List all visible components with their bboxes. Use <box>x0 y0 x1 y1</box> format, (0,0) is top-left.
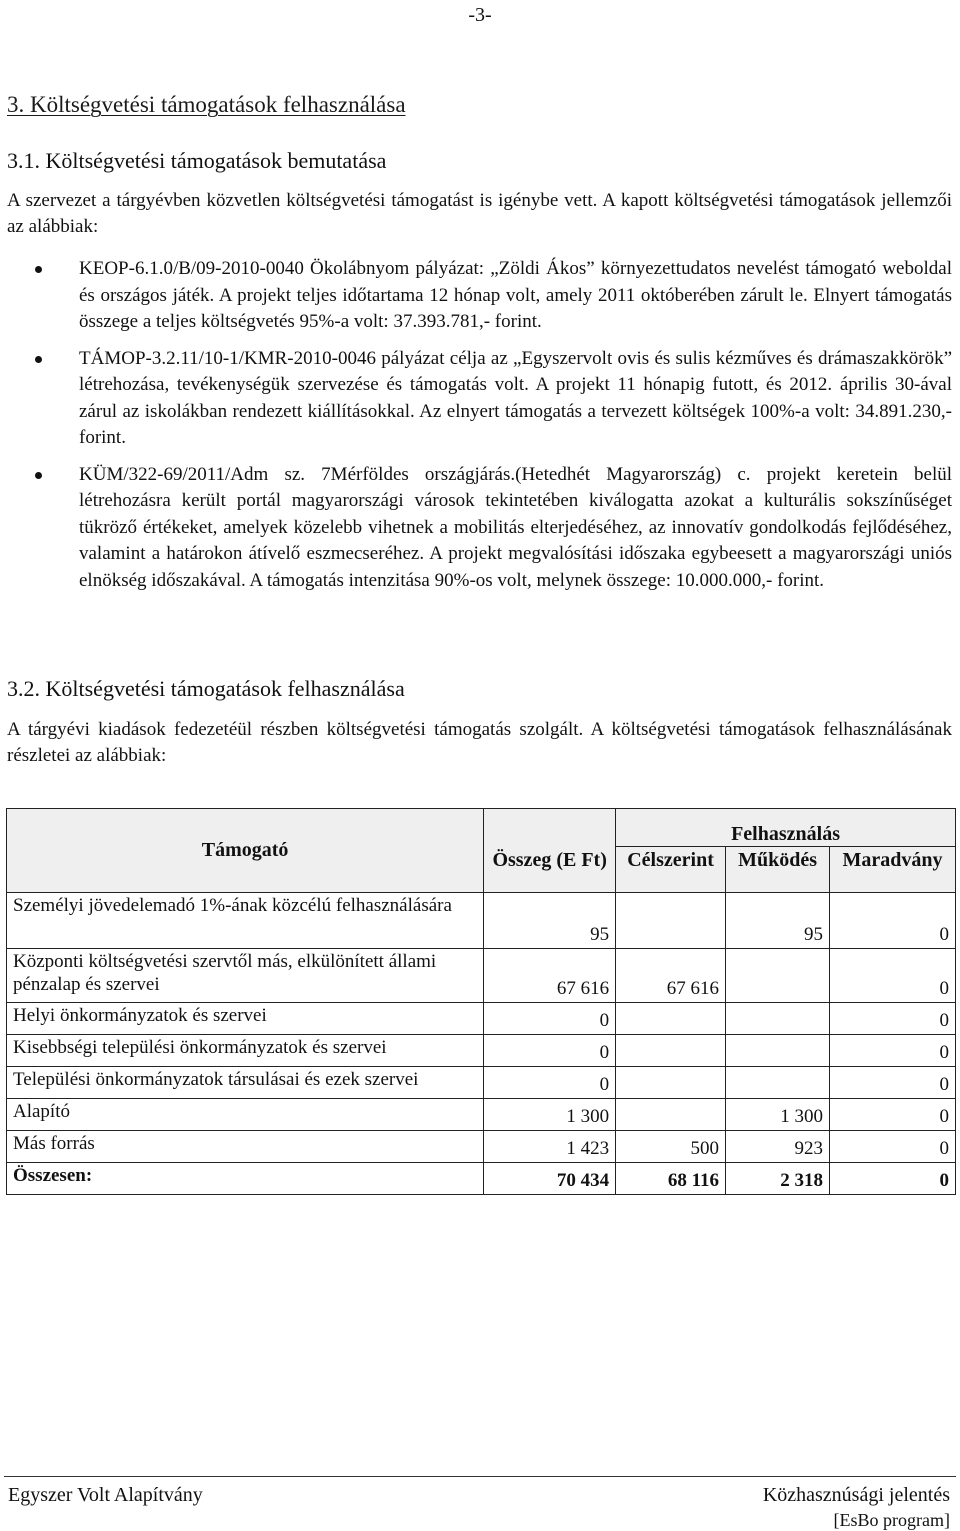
footer-divider <box>4 1476 956 1477</box>
cell-mukodes <box>726 1003 830 1035</box>
row-label: Személyi jövedelemadó 1%-ának közcélú felhasználására <box>7 893 484 949</box>
cell-maradvany: 0 <box>830 1067 956 1099</box>
table-row <box>7 893 956 949</box>
footer-organization: Egyszer Volt Alapítvány <box>8 1484 203 1506</box>
section-32-title: 3.2. Költségvetési támogatások felhasználása <box>7 676 405 701</box>
list-item <box>0 346 952 452</box>
footer-program: [EsBo program] <box>833 1510 950 1530</box>
cell-osszeg: 95 <box>484 893 616 949</box>
row-label: Központi költségvetési szervtől más, elkülönített állami pénzalap és szervei <box>7 949 484 1003</box>
list-item-text: KÜM/322-69/2011/Adm sz. 7Mérföldes országjárás.(Hetedhét Magyarország) c. projekt keretein belül létrehozásra került portál magyarországi városok tekintetében kiválogatta azokat a kulturális sokszínűséget tükröző értékeket, amelyek közelebb vihetnek a mobilitás elterjedéséhez, az innovatív gondolkodás fejlődéséhez, valamint a határokon átívelő eszmecseréhez. A projekt megvalósítási időszaka egybeesett a magyarországi uniós elnökség időszakával. A támogatás intenzitása 90%-os volt, melynek összege: 10.000.000,- forint. <box>79 463 952 591</box>
support-table <box>6 808 956 1195</box>
table-row <box>7 1003 956 1035</box>
bullet-icon <box>35 472 42 479</box>
cell-osszeg: 0 <box>484 1035 616 1067</box>
cell-maradvany: 0 <box>830 893 956 949</box>
cell-maradvany: 0 <box>830 1131 956 1163</box>
header-maradvany: Maradvány <box>830 847 956 893</box>
table-total-row <box>7 1163 956 1195</box>
header-tamogato: Támogató <box>7 809 484 893</box>
cell-maradvany: 0 <box>830 1099 956 1131</box>
cell-celszerint <box>616 1067 726 1099</box>
page-number: -3- <box>468 4 492 26</box>
cell-maradvany: 0 <box>830 1003 956 1035</box>
cell-maradvany: 0 <box>830 1035 956 1067</box>
section-31-intro: A szervezet a tárgyévben közvetlen költségvetési támogatást is igénybe vett. A kapott költségvetési támogatások jellemzői az alábbiak: <box>7 190 952 237</box>
cell-osszeg: 0 <box>484 1067 616 1099</box>
row-label: Más forrás <box>7 1131 484 1163</box>
cell-mukodes: 923 <box>726 1131 830 1163</box>
row-label: Települési önkormányzatok társulásai és ezek szervei <box>7 1067 484 1099</box>
footer-report-title: Közhasznúsági jelentés <box>762 1484 950 1506</box>
row-label: Helyi önkormányzatok és szervei <box>7 1003 484 1035</box>
total-label: Összesen: <box>7 1163 484 1195</box>
table-row <box>7 1099 956 1131</box>
total-mukodes: 2 318 <box>726 1163 830 1195</box>
list-item <box>0 462 952 595</box>
header-osszeg: Összeg (E Ft) <box>484 809 616 893</box>
total-celszerint: 68 116 <box>616 1163 726 1195</box>
cell-osszeg: 1 300 <box>484 1099 616 1131</box>
cell-osszeg: 0 <box>484 1003 616 1035</box>
section-31-title: 3.1. Költségvetési támogatások bemutatása <box>7 148 387 173</box>
cell-osszeg: 1 423 <box>484 1131 616 1163</box>
header-mukodes: Működés <box>726 847 830 893</box>
list-item-text: TÁMOP-3.2.11/10-1/KMR-2010-0046 pályázat célja az „Egyszervolt ovis és sulis kézműves és drámaszakkörök” létrehozása, tevékenységük szervezése és támogatás volt. A projekt 11 hónapig futott, és 2012. április 30-ával zárul az iskolákban rendezett kiállításokkal. Az elnyert támogatás a tervezett költségek 100%-a volt: 34.891.230,- forint. <box>79 347 952 448</box>
section-32-intro: A tárgyévi kiadások fedezetéül részben költségvetési támogatás szolgált. A költségvetési támogatások felhasználásának részletei az alábbiak: <box>7 719 952 766</box>
header-felhasznalas: Felhasználás <box>616 809 956 847</box>
support-list <box>0 256 952 604</box>
cell-mukodes <box>726 1067 830 1099</box>
row-label: Kisebbségi települési önkormányzatok és szervei <box>7 1035 484 1067</box>
cell-mukodes: 95 <box>726 893 830 949</box>
table-row <box>7 1067 956 1099</box>
cell-mukodes <box>726 949 830 1003</box>
cell-celszerint <box>616 1003 726 1035</box>
cell-celszerint <box>616 1099 726 1131</box>
row-label: Alapító <box>7 1099 484 1131</box>
cell-mukodes: 1 300 <box>726 1099 830 1131</box>
cell-celszerint: 500 <box>616 1131 726 1163</box>
total-maradvany: 0 <box>830 1163 956 1195</box>
bullet-icon <box>35 356 42 363</box>
cell-mukodes <box>726 1035 830 1067</box>
cell-celszerint <box>616 1035 726 1067</box>
list-item-text: KEOP-6.1.0/B/09-2010-0040 Ökolábnyom pályázat: „Zöldi Ákos” környezettudatos nevelést támogató weboldal és országos játék. A projekt teljes időtartama 12 hónap volt, amely 2011 októberében zárult le. Elnyert támogatás összege a teljes költségvetés 95%-a volt: 37.393.781,- forint. <box>79 258 952 332</box>
header-celszerint: Célszerint <box>616 847 726 893</box>
total-osszeg: 70 434 <box>484 1163 616 1195</box>
cell-celszerint: 67 616 <box>616 949 726 1003</box>
table-row <box>7 1035 956 1067</box>
table-row <box>7 1131 956 1163</box>
cell-maradvany: 0 <box>830 949 956 1003</box>
cell-osszeg: 67 616 <box>484 949 616 1003</box>
cell-celszerint <box>616 893 726 949</box>
bullet-icon <box>35 266 42 273</box>
table-row <box>7 949 956 1003</box>
list-item <box>0 256 952 336</box>
main-heading: 3. Költségvetési támogatások felhasználása <box>7 92 406 117</box>
